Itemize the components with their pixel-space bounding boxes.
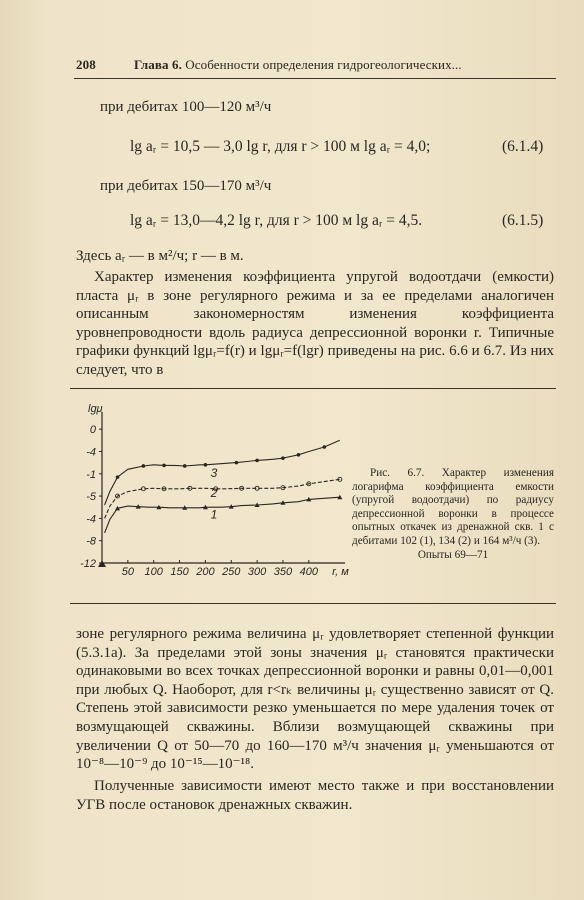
data-point-2 (338, 477, 342, 481)
figure-caption (352, 467, 554, 562)
data-point-3 (235, 461, 239, 465)
running-title (134, 57, 462, 73)
header-rule (74, 78, 556, 79)
data-point-1 (337, 495, 342, 500)
paragraph-1: Характер изменения коэффициента упругой водоотдачи (емкости) пласта μᵣ в зоне регулярного режима и за ее пределами аналогичен описанным закономерностям изменения коэффициента уровнепроводности вдоль радиуса депрессионной воронки r. Типичные графики функций lgμᵣ=f(r) и lgμᵣ=f(lgr) приведены на рис. 6.6 и 6.7. Из них следует, что в (76, 269, 554, 378)
formula-6-1-4: lg aᵣ = 10,5 — 3,0 lg r, для r > 100 м lg aᵣ = 4,0; (130, 138, 431, 155)
data-point-3 (281, 456, 285, 460)
x-axis-label: r, м (332, 566, 349, 578)
y-tick-label: -5 (86, 491, 96, 504)
data-point-1 (203, 505, 208, 510)
data-point-3 (323, 445, 327, 449)
data-point-1 (136, 504, 141, 509)
y-tick-label: -4 (86, 446, 96, 459)
figure-bottom-rule (70, 603, 556, 604)
data-point-2 (214, 487, 218, 491)
data-point-1 (156, 505, 161, 510)
page-number: 208 (76, 57, 96, 72)
data-point-1 (115, 506, 120, 511)
units-note: Здесь aᵣ — в м²/ч; r — в м. (76, 248, 244, 264)
formula-number-6-1-4: (6.1.4) (502, 138, 544, 155)
x-tick-label: 50 (121, 566, 134, 578)
x-tick-label: 400 (299, 566, 318, 578)
data-point-3 (255, 459, 259, 463)
data-point-3 (204, 463, 208, 467)
x-tick-label: 300 (247, 566, 267, 578)
data-point-1 (182, 505, 187, 510)
data-point-2 (281, 486, 285, 490)
y-tick-label: 0 (89, 424, 96, 437)
paragraph-2: зоне регулярного режима величина μᵣ удовлетворяет степенной функции (5.3.1а). За пределами этой зоны значения μᵣ становятся практически одинаковыми во всех точках депрессионной воронки и равны 0,01—0,001 при любых Q. Наоборот, для r<rₖ величины μᵣ существенно зависят от Q. Степень этой зависимости резко уменьшается по мере удаления точек от возмущающей скважины. Вблизи возмущающей скважины при увеличении Q от 50—70 до 160—170 м³/ч значения μᵣ уменьшаются от 10⁻⁸—10⁻⁹ до 10⁻¹⁵—10⁻¹⁸. (76, 626, 554, 773)
x-tick-label: 350 (273, 566, 293, 578)
data-point-3 (162, 464, 166, 468)
data-point-3 (297, 453, 301, 457)
figure-caption-text: Характер изменения логарифма коэффициента емкости (упругой водоотдачи) по радиусу депрессионной воронки в процессе опытных откачек из дренажной скв. 1 с дебитами 102 (1), 134 (2) и 164 м³/ч (3). (352, 467, 554, 547)
x-tick-label: 200 (196, 566, 215, 578)
data-point-3 (116, 475, 120, 479)
figure-experiments: Опыты 69—71 (417, 548, 489, 561)
data-point-1 (280, 500, 285, 505)
y-tick-label: -12 (80, 558, 96, 570)
formula-condition-1: при дебитах 100—120 м³/ч (100, 99, 272, 115)
chapter-title: Особенности определения гидрогеологических... (185, 57, 462, 72)
y-axis-label: lgμ (88, 403, 103, 415)
data-point-1 (255, 503, 260, 508)
formula-condition-2: при дебитах 150—170 м³/ч (100, 178, 272, 194)
y-tick-label: -8 (86, 535, 96, 548)
series-line-1 (105, 497, 340, 533)
data-point-2 (141, 487, 145, 491)
x-tick-label: 150 (170, 566, 189, 578)
data-point-1 (306, 497, 311, 502)
data-point-1 (229, 504, 234, 509)
data-point-2 (240, 486, 244, 490)
figure-top-rule (70, 388, 556, 389)
data-point-2 (255, 486, 259, 490)
data-point-3 (183, 464, 187, 468)
y-tick-label: -1 (86, 468, 96, 481)
figure-label: Рис. 6.7. (370, 467, 425, 479)
series-line-3 (105, 440, 340, 505)
curve-label: 2 (210, 486, 218, 501)
origin-marker (98, 560, 106, 567)
curve-label: 3 (210, 466, 218, 481)
y-tick-label: -4 (86, 513, 96, 526)
data-point-3 (142, 464, 146, 468)
formula-6-1-5: lg aᵣ = 13,0—4,2 lg r, для r > 100 м lg aᵣ = 4,5. (130, 212, 423, 229)
data-point-2 (307, 482, 311, 486)
formula-number-6-1-5: (6.1.5) (502, 212, 544, 229)
paragraph-3: Полученные зависимости имеют место также и при восстановлении УГВ после остановок дренажных скважин. (76, 778, 554, 813)
x-tick-label: 250 (222, 566, 241, 578)
data-point-2 (162, 487, 166, 491)
curve-label: 1 (210, 507, 218, 522)
chapter-number: Глава 6. (134, 57, 182, 72)
data-point-2 (116, 494, 120, 498)
page-header (76, 57, 556, 73)
x-tick-label: 100 (144, 566, 163, 578)
series-line-2 (105, 479, 340, 518)
data-point-2 (188, 486, 192, 490)
